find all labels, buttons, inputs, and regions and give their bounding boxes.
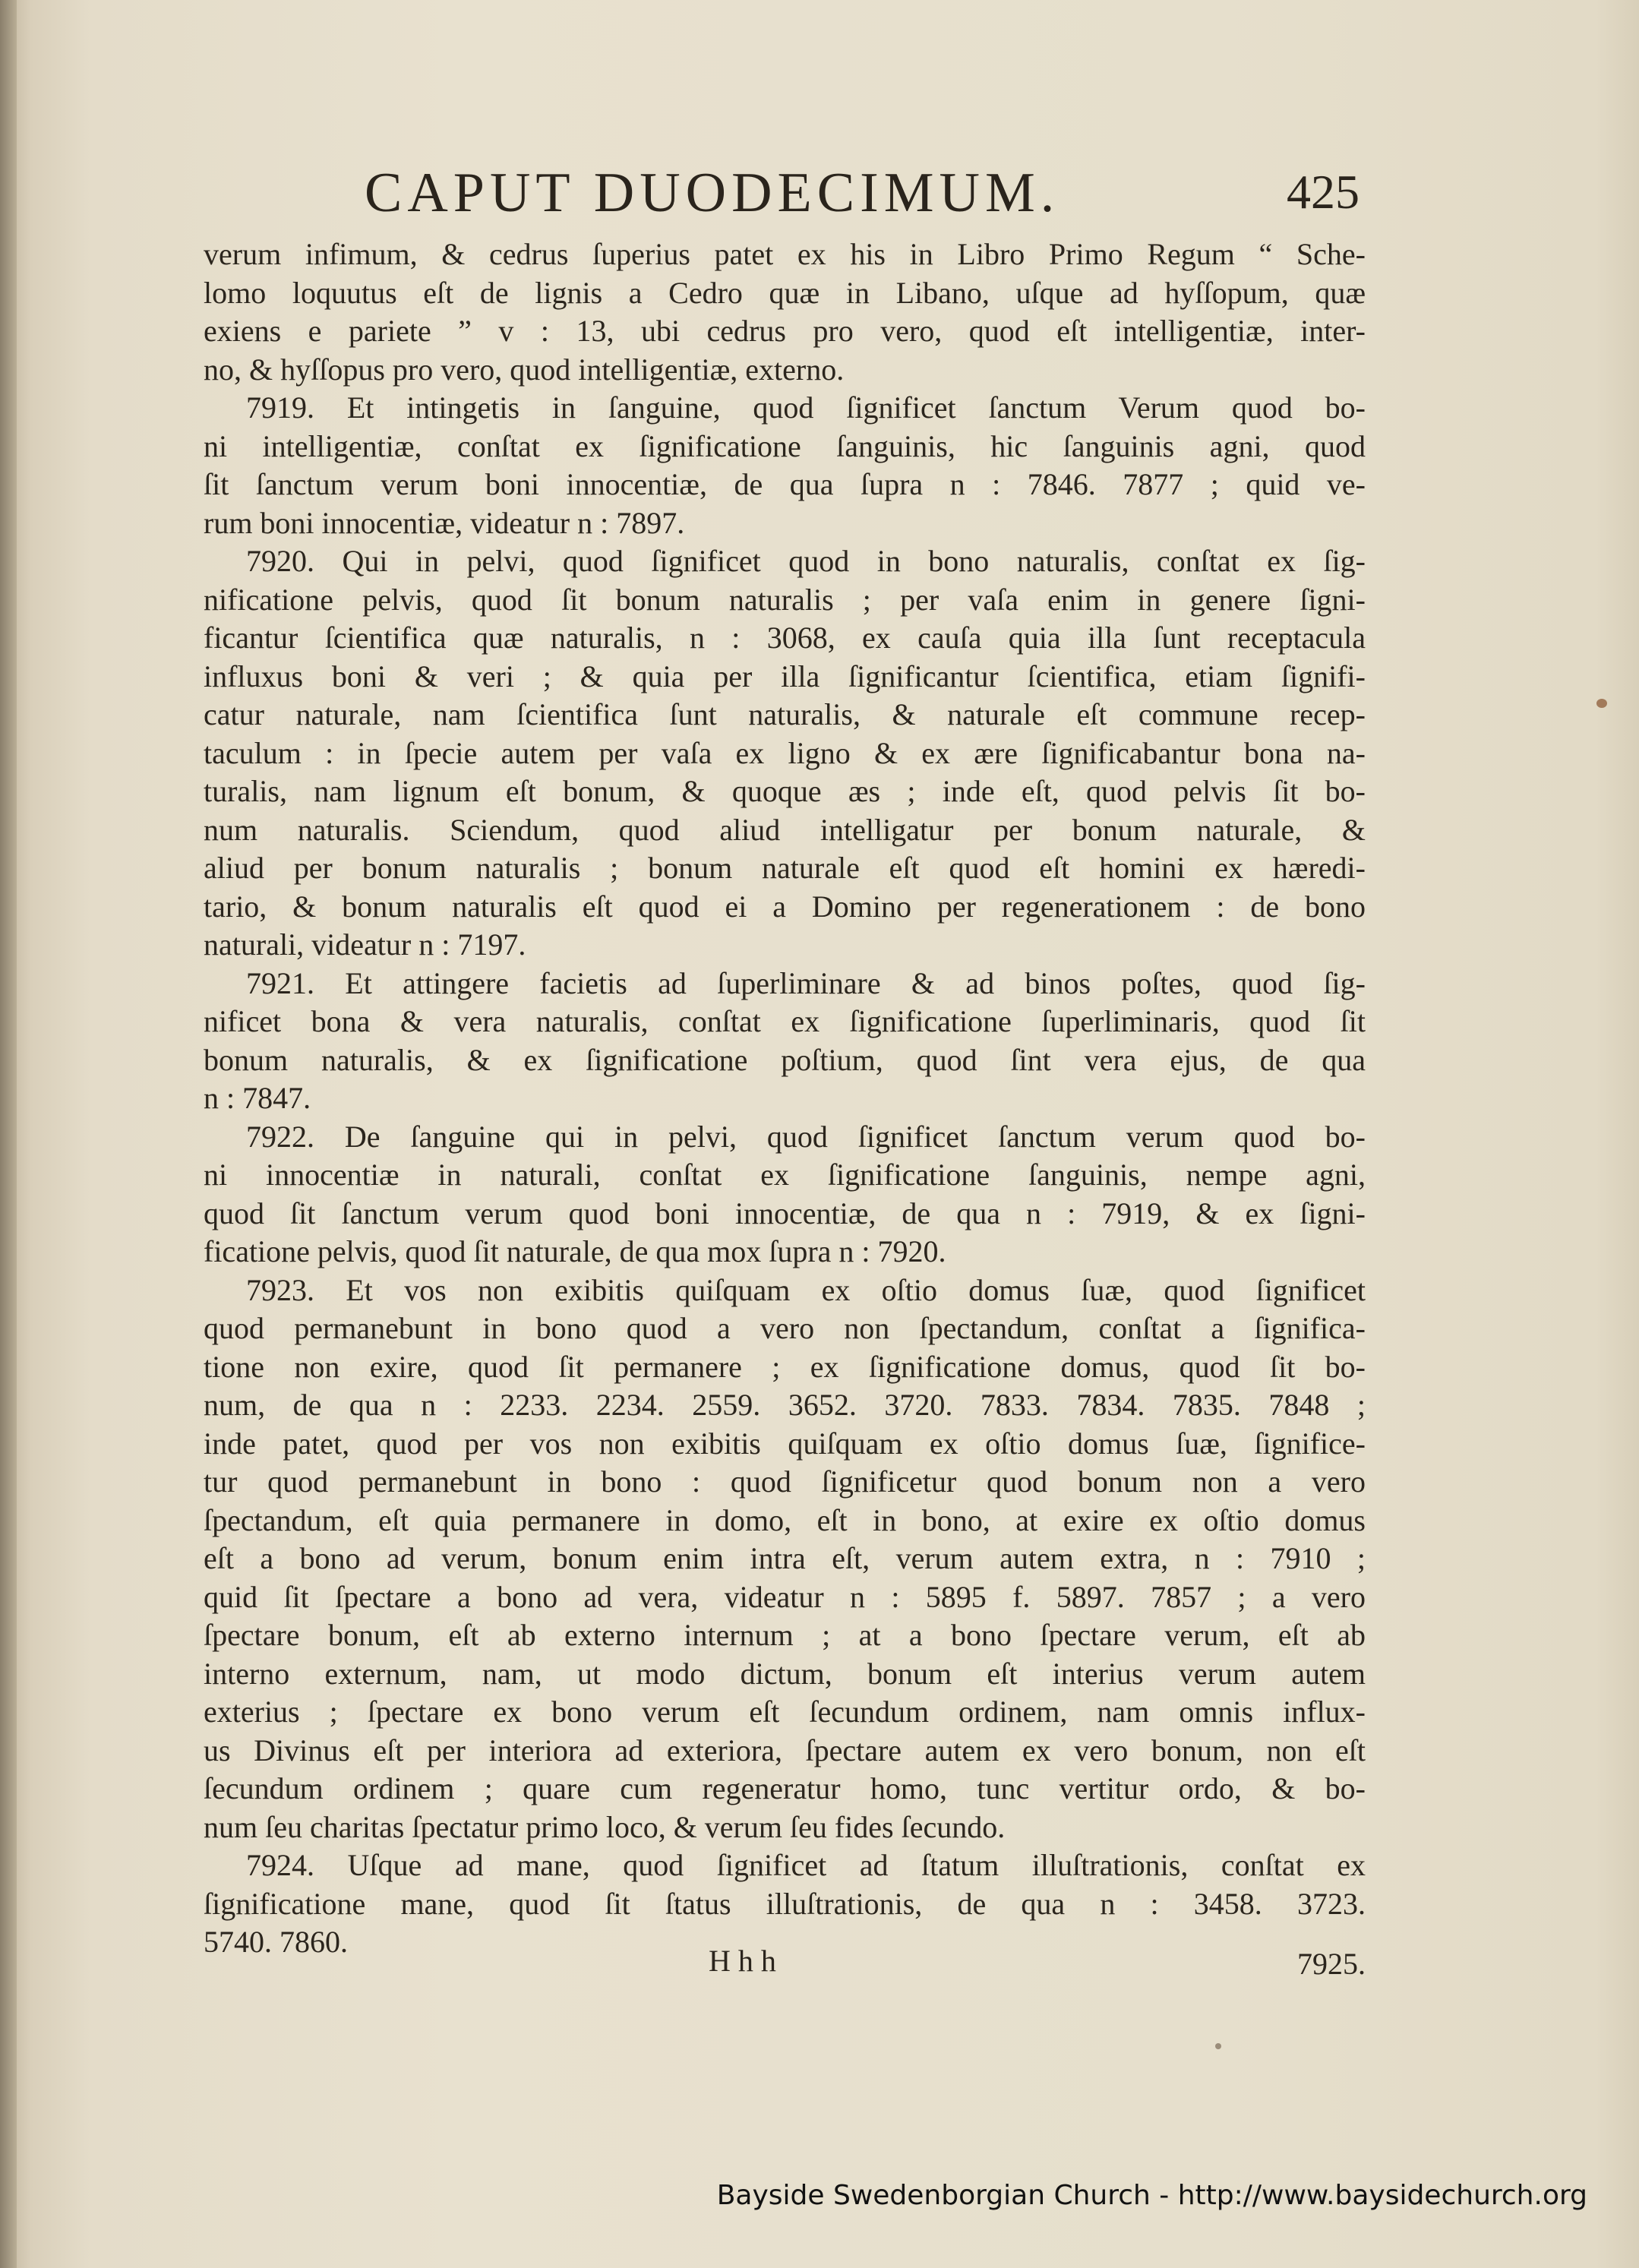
text-line: num, de qua n : 2233. 2234. 2559. 3652. 3720. 7833. 7834. 7835. 7848 ; <box>204 1388 1366 1422</box>
text-line: nificatione pelvis, quod ſit bonum naturalis ; per vaſa enim in genere ſigni- <box>204 582 1366 617</box>
text-line: 7923. Et vos non exibitis quiſquam ex oſtio domus ſuæ, quod ſignificet <box>246 1272 1366 1307</box>
text-line: ſecundum ordinem ; quare cum regeneratur homo, tunc vertitur ordo, & bo- <box>204 1771 1366 1805</box>
body-text <box>204 235 1366 1962</box>
page-number: 425 <box>1287 165 1360 219</box>
paper-stain <box>1596 699 1607 708</box>
running-title: CAPUT DUODECIMUM. <box>365 162 1060 224</box>
text-line: tario, & bonum naturalis eſt quod ei a Domino per regenerationem : de bono <box>204 889 1366 924</box>
text-line: tur quod permanebunt in bono : quod ſignificetur quod bonum non a vero <box>204 1464 1366 1499</box>
text-line: 7921. Et attingere facietis ad ſuperliminare & ad binos poſtes, quod ſig- <box>246 965 1366 1000</box>
text-line: 7924. Uſque ad mane, quod ſignificet ad ſtatum illuſtrationis, conſtat ex <box>246 1848 1366 1882</box>
text-line: us Divinus eſt per interiora ad exteriora, ſpectare autem ex vero bonum, non eſt <box>204 1733 1366 1767</box>
text-line: 7922. De ſanguine qui in pelvi, quod ſignificet ſanctum verum quod bo- <box>246 1119 1366 1154</box>
text-line: ſpectare bonum, eſt ab externo internum ; at a bono ſpectare verum, eſt ab <box>204 1618 1366 1652</box>
text-line: n : 7847. <box>204 1081 311 1115</box>
text-line: inde patet, quod per vos non exibitis quiſquam ex oſtio domus ſuæ, ſignifice- <box>204 1426 1366 1461</box>
page-footer <box>204 1943 1366 1988</box>
text-line: tione non exire, quod ſit permanere ; ex ſignificatione domus, quod ſit bo- <box>204 1349 1366 1384</box>
text-line: naturali, videatur n : 7197. <box>204 927 526 962</box>
text-line: ni intelligentiæ, conſtat ex ſignificatione ſanguinis, hic ſanguinis agni, quod <box>204 428 1366 463</box>
text-line: exiens e pariete ” v : 13, ubi cedrus pro vero, quod eſt intelligentiæ, inter- <box>204 314 1366 348</box>
text-line: num ſeu charitas ſpectatur primo loco, & verum ſeu fides ſecundo. <box>204 1809 1006 1844</box>
text-line: ſit ſanctum verum boni innocentiæ, de qua ſupra n : 7846. 7877 ; quid ve- <box>204 467 1366 501</box>
paper-stain <box>1215 2043 1221 2049</box>
text-line: eſt a bono ad verum, bonum enim intra eſt, verum autem extra, n : 7910 ; <box>204 1541 1366 1575</box>
text-line: turalis, nam lignum eſt bonum, & quoque æs ; inde eſt, quod pelvis ſit bo- <box>204 774 1366 808</box>
text-line: ficatione pelvis, quod ſit naturale, de qua mox ſupra n : 7920. <box>204 1234 946 1268</box>
text-line: influxus boni & veri ; & quia per illa ſignificantur ſcientifica, etiam ſignifi- <box>204 659 1366 693</box>
running-head <box>197 161 1360 229</box>
watermark-text: Bayside Swedenborgian Church - http://www.baysidechurch.org <box>716 2180 1587 2211</box>
text-line: 7920. Qui in pelvi, quod ſignificet quod in bono naturalis, conſtat ex ſig- <box>246 544 1366 578</box>
text-line: 7919. Et intingetis in ſanguine, quod ſignificet ſanctum Verum quod bo- <box>246 390 1366 425</box>
text-line: num naturalis. Sciendum, quod aliud intelligatur per bonum naturale, & <box>204 812 1366 847</box>
signature-mark: Hhh <box>709 1944 784 1978</box>
text-line: exterius ; ſpectare ex bono verum eſt ſecundum ordinem, nam omnis influx- <box>204 1695 1366 1729</box>
catchword: 7925. <box>1297 1947 1366 1981</box>
text-line: rum boni innocentiæ, videatur n : 7897. <box>204 505 685 540</box>
text-line: quod ſit ſanctum verum quod boni innocentiæ, de qua n : 7919, & ex ſigni- <box>204 1196 1366 1230</box>
text-line: quod permanebunt in bono quod a vero non ſpectandum, conſtat a ſignifica- <box>204 1311 1366 1345</box>
text-line: verum infimum, & cedrus ſuperius patet ex his in Libro Primo Regum “ Sche- <box>204 237 1366 271</box>
text-line: aliud per bonum naturalis ; bonum naturale eſt quod eſt homini ex hæredi- <box>204 851 1366 885</box>
text-line: ſpectandum, eſt quia permanere in domo, eſt in bono, at exire ex oſtio domus <box>204 1502 1366 1537</box>
text-line: nificet bona & vera naturalis, conſtat ex ſignificatione ſuperliminaris, quod ſit <box>204 1004 1366 1038</box>
text-line: 5740. 7860. <box>204 1925 348 1959</box>
text-line: taculum : in ſpecie autem per vaſa ex ligno & ex ære ſignificabantur bona na- <box>204 735 1366 770</box>
text-line: interno externum, nam, ut modo dictum, bonum eſt interius verum autem <box>204 1656 1366 1691</box>
text-line: lomo loquutus eſt de lignis a Cedro quæ in Libano, uſque ad hyſſopum, quæ <box>204 275 1366 310</box>
text-line: quid ſit ſpectare a bono ad vera, videatur n : 5895 f. 5897. 7857 ; a vero <box>204 1579 1366 1614</box>
text-line: catur naturale, nam ſcientifica ſunt naturalis, & naturale eſt commune recep- <box>204 697 1366 731</box>
text-line: ſignificatione mane, quod ſit ſtatus illuſtrationis, de qua n : 3458. 3723. <box>204 1886 1366 1921</box>
text-line: no, & hyſſopus pro vero, quod intelligentiæ, externo. <box>204 352 845 387</box>
text-line: ni innocentiæ in naturali, conſtat ex ſignificatione ſanguinis, nempe agni, <box>204 1158 1366 1192</box>
text-line: bonum naturalis, & ex ſignificatione poſtium, quod ſint vera ejus, de qua <box>204 1042 1366 1077</box>
text-line: ficantur ſcientifica quæ naturalis, n : 3068, ex cauſa quia illa ſunt receptacula <box>204 621 1366 655</box>
